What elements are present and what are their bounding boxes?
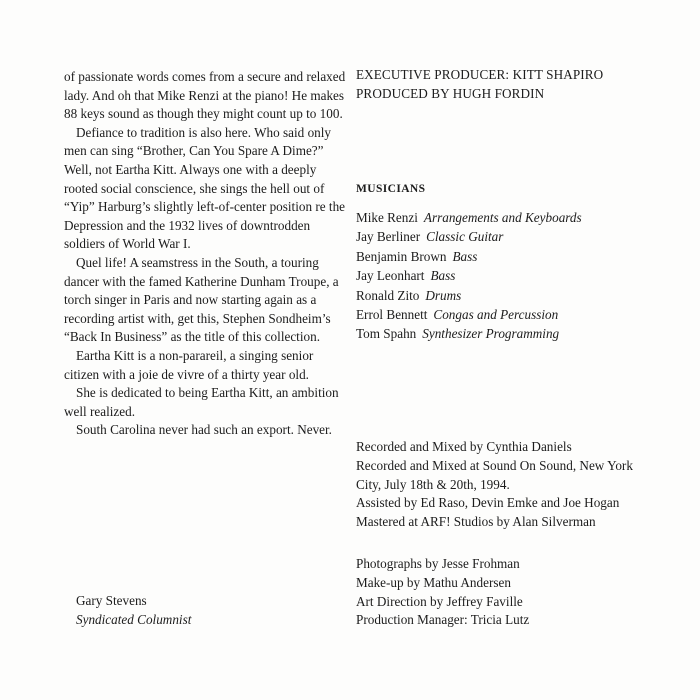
author-name: Gary Stevens — [76, 593, 147, 608]
recording-credit-line: Recorded and Mixed at Sound On Sound, New York City, July 18th & 20th, 1994. — [356, 457, 633, 492]
recording-credits — [356, 438, 656, 532]
musicians-heading: MUSICIANS — [356, 183, 426, 195]
musician-role: Arrangements and Keyboards — [423, 210, 582, 225]
musician-name: Ronald Zito — [356, 287, 420, 303]
recording-credit-line: Recorded and Mixed by Cynthia Daniels — [356, 439, 572, 454]
musician-role: Bass — [430, 268, 456, 284]
production-credits — [356, 555, 656, 630]
musician-role: Drums — [425, 287, 462, 303]
essay-paragraph: Quel life! A seamstress in the South, a touring dancer with the famed Katherine Dunham Troupe, a torch singer in Paris and now starting again as a recording artist with, get this, Stephen Sondheim’s “Back In Business” as the title of this collection. — [64, 254, 339, 345]
musicians-list — [356, 208, 676, 344]
production-credit-line: Art Direction by Jeffrey Faville — [356, 593, 523, 609]
musician-row — [356, 324, 676, 343]
musician-role: Synthesizer Programming — [422, 326, 560, 342]
musician-role: Bass — [452, 248, 478, 264]
producer-credit: PRODUCED BY HUGH FORDIN — [356, 85, 545, 101]
essay-paragraph: South Carolina never had such an export. Never. — [76, 422, 332, 438]
musician-name: Mike Renzi — [356, 210, 418, 225]
executive-producer-credit: EXECUTIVE PRODUCER: KITT SHAPIRO — [356, 67, 604, 82]
musician-row — [356, 266, 676, 285]
producer-credits — [356, 66, 656, 103]
essay-signature — [76, 591, 191, 629]
musician-role: Classic Guitar — [426, 229, 504, 245]
musician-name: Errol Bennett — [356, 307, 428, 323]
musician-row — [356, 247, 676, 266]
production-credit-line: Production Manager: Tricia Lutz — [356, 612, 530, 628]
musician-name: Tom Spahn — [356, 326, 417, 342]
production-credit-line: Make-up by Mathu Andersen — [356, 574, 511, 590]
musician-role: Congas and Percussion — [433, 307, 559, 323]
essay-paragraph: Eartha Kitt is a non-parareil, a singing senior citizen with a joie de vivre of a thirty year old. — [64, 347, 314, 382]
author-title: Syndicated Columnist — [76, 612, 192, 627]
essay-paragraph: Defiance to tradition is also here. Who said only men can sing “Brother, Can You Spare A Dime?” Well, not Eartha Kitt. Always one with a deeply rooted social conscience, she sings the hell out of “Yip” Harburg’s slightly left-of-center position re the Depression and the 1932 lives of downtrodden soldiers of World War I. — [64, 124, 346, 252]
essay-column — [64, 68, 346, 440]
musician-name: Jay Leonhart — [356, 268, 425, 284]
recording-credit-line: Mastered at ARF! Studios by Alan Silverman — [356, 514, 596, 530]
musician-row — [356, 208, 676, 227]
recording-credit-line: Assisted by Ed Raso, Devin Emke and Joe Hogan — [356, 495, 620, 511]
musician-row — [356, 305, 676, 324]
musician-row — [356, 227, 676, 246]
musician-name: Jay Berliner — [356, 229, 421, 245]
musician-name: Benjamin Brown — [356, 248, 447, 264]
essay-paragraph: She is dedicated to being Eartha Kitt, an ambition well realized. — [64, 385, 339, 419]
production-credit-line: Photographs by Jesse Frohman — [356, 556, 520, 571]
musician-row — [356, 286, 676, 305]
essay-paragraph: of passionate words comes from a secure and relaxed lady. And oh that Mike Renzi at the piano! He makes 88 keys sound as though they might count up to 100. — [64, 69, 346, 122]
